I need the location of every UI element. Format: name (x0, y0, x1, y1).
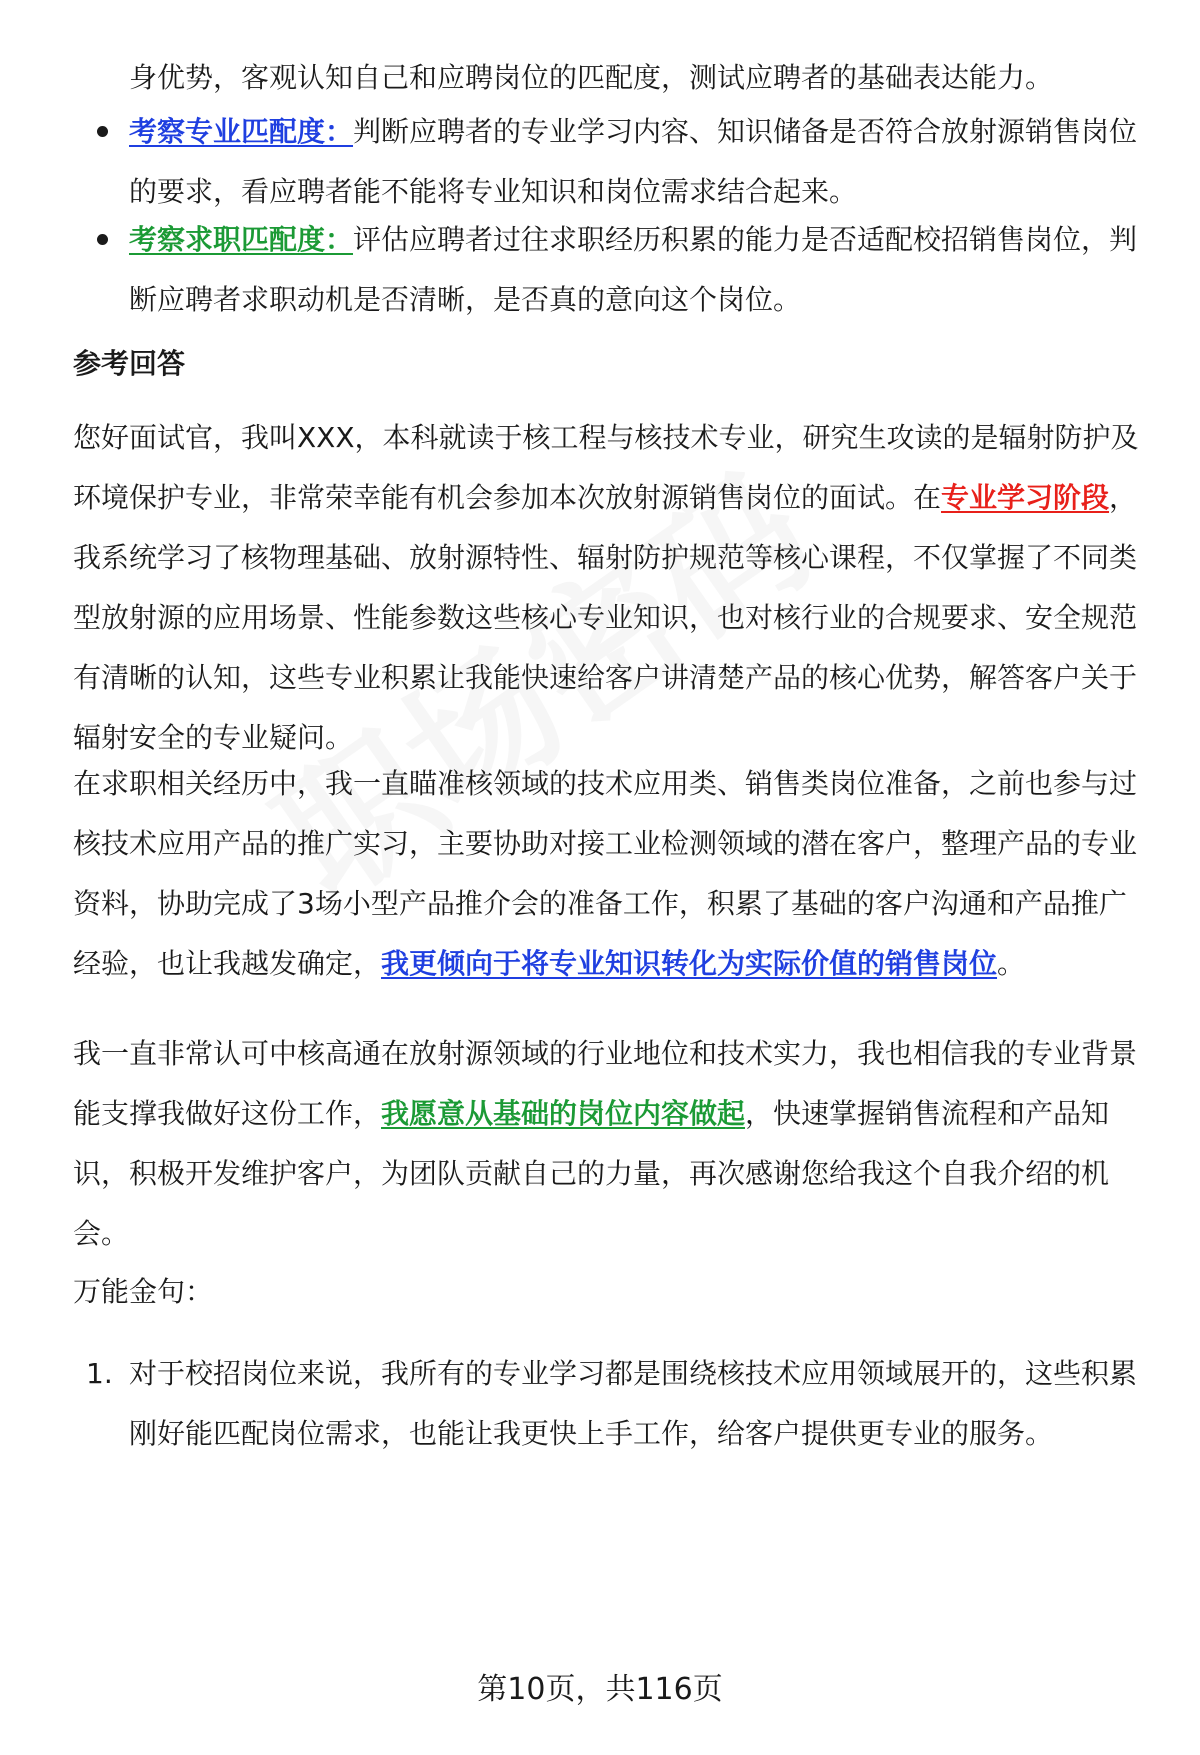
golden-item: 对于校招岗位来说，我所有的专业学习都是围绕核技术应用领域展开的，这些积累刚好能匹配岗位需求，也能让我更快上手工作，给客户提供更专业的服务。 (129, 1357, 1138, 1450)
intro-continuation: 身优势，客观认知自己和应聘岗位的匹配度，测试应聘者的基础表达能力。 (129, 61, 1054, 94)
answer-paragraph-2 (73, 754, 1143, 994)
bullet-dot (97, 234, 108, 245)
list-number: 1. (86, 1357, 113, 1390)
answer-text: ，快速掌握销售流程和产品知识，积极开发维护客户，为团队贡献自己的力量，再次感谢您给我这个自我介绍的机会。 (73, 1097, 1110, 1250)
answer-text: 我一直非常认可中核高通在放射源领域的行业地位和技术实力，我也相信我的专业背景能支撑我做好这份工作， (73, 1037, 1138, 1130)
bullet-item-professional-match (129, 102, 1143, 222)
bullet-label: 考察专业匹配度： (129, 115, 354, 148)
reference-heading: 参考回答 (73, 347, 186, 380)
golden-heading: 万能金句： (73, 1275, 214, 1308)
bullet-item-job-match (129, 210, 1143, 330)
answer-highlight: 我更倾向于将专业知识转化为实际价值的销售岗位 (381, 947, 998, 980)
answer-highlight: 专业学习阶段 (941, 481, 1110, 514)
answer-highlight: 我愿意从基础的岗位内容做起 (381, 1097, 746, 1130)
answer-text: 。 (997, 947, 1026, 980)
answer-text: 在求职相关经历中，我一直瞄准核领域的技术应用类、销售类岗位准备，之前也参与过核技术应用产品的推广实习，主要协助对接工业检测领域的潜在客户，整理产品的专业资料，协助完成了3场小型产品推介会的准备工作，积累了基础的客户沟通和产品推广经验，也让我越发确定， (73, 767, 1138, 980)
bullet-dot (97, 126, 108, 137)
answer-text: ，我系统学习了核物理基础、放射源特性、辐射防护规范等核心课程，不仅掌握了不同类型放射源的应用场景、性能参数这些核心专业知识，也对核行业的合规要求、安全规范有清晰的认知，这些专业积累让我能快速给客户讲清楚产品的核心优势，解答客户关于辐射安全的专业疑问。 (73, 481, 1138, 754)
answer-text: 您好面试官，我叫XXX，本科就读于核工程与核技术专业，研究生攻读的是辐射防护及环境保护专业，非常荣幸能有机会参加本次放射源销售岗位的面试。在 (73, 421, 1139, 514)
bullet-label: 考察求职匹配度： (129, 223, 354, 256)
page-footer: 第10页，共116页 (477, 1672, 723, 1707)
bullet-text: 判断应聘者的专业学习内容、知识储备是否符合放射源销售岗位的要求，看应聘者能不能将专业知识和岗位需求结合起来。 (129, 115, 1138, 208)
answer-paragraph-3 (73, 1024, 1143, 1264)
answer-paragraph-1 (73, 408, 1143, 768)
bullet-text: 评估应聘者过往求职经历积累的能力是否适配校招销售岗位，判断应聘者求职动机是否清晰，是否真的意向这个岗位。 (129, 223, 1138, 316)
